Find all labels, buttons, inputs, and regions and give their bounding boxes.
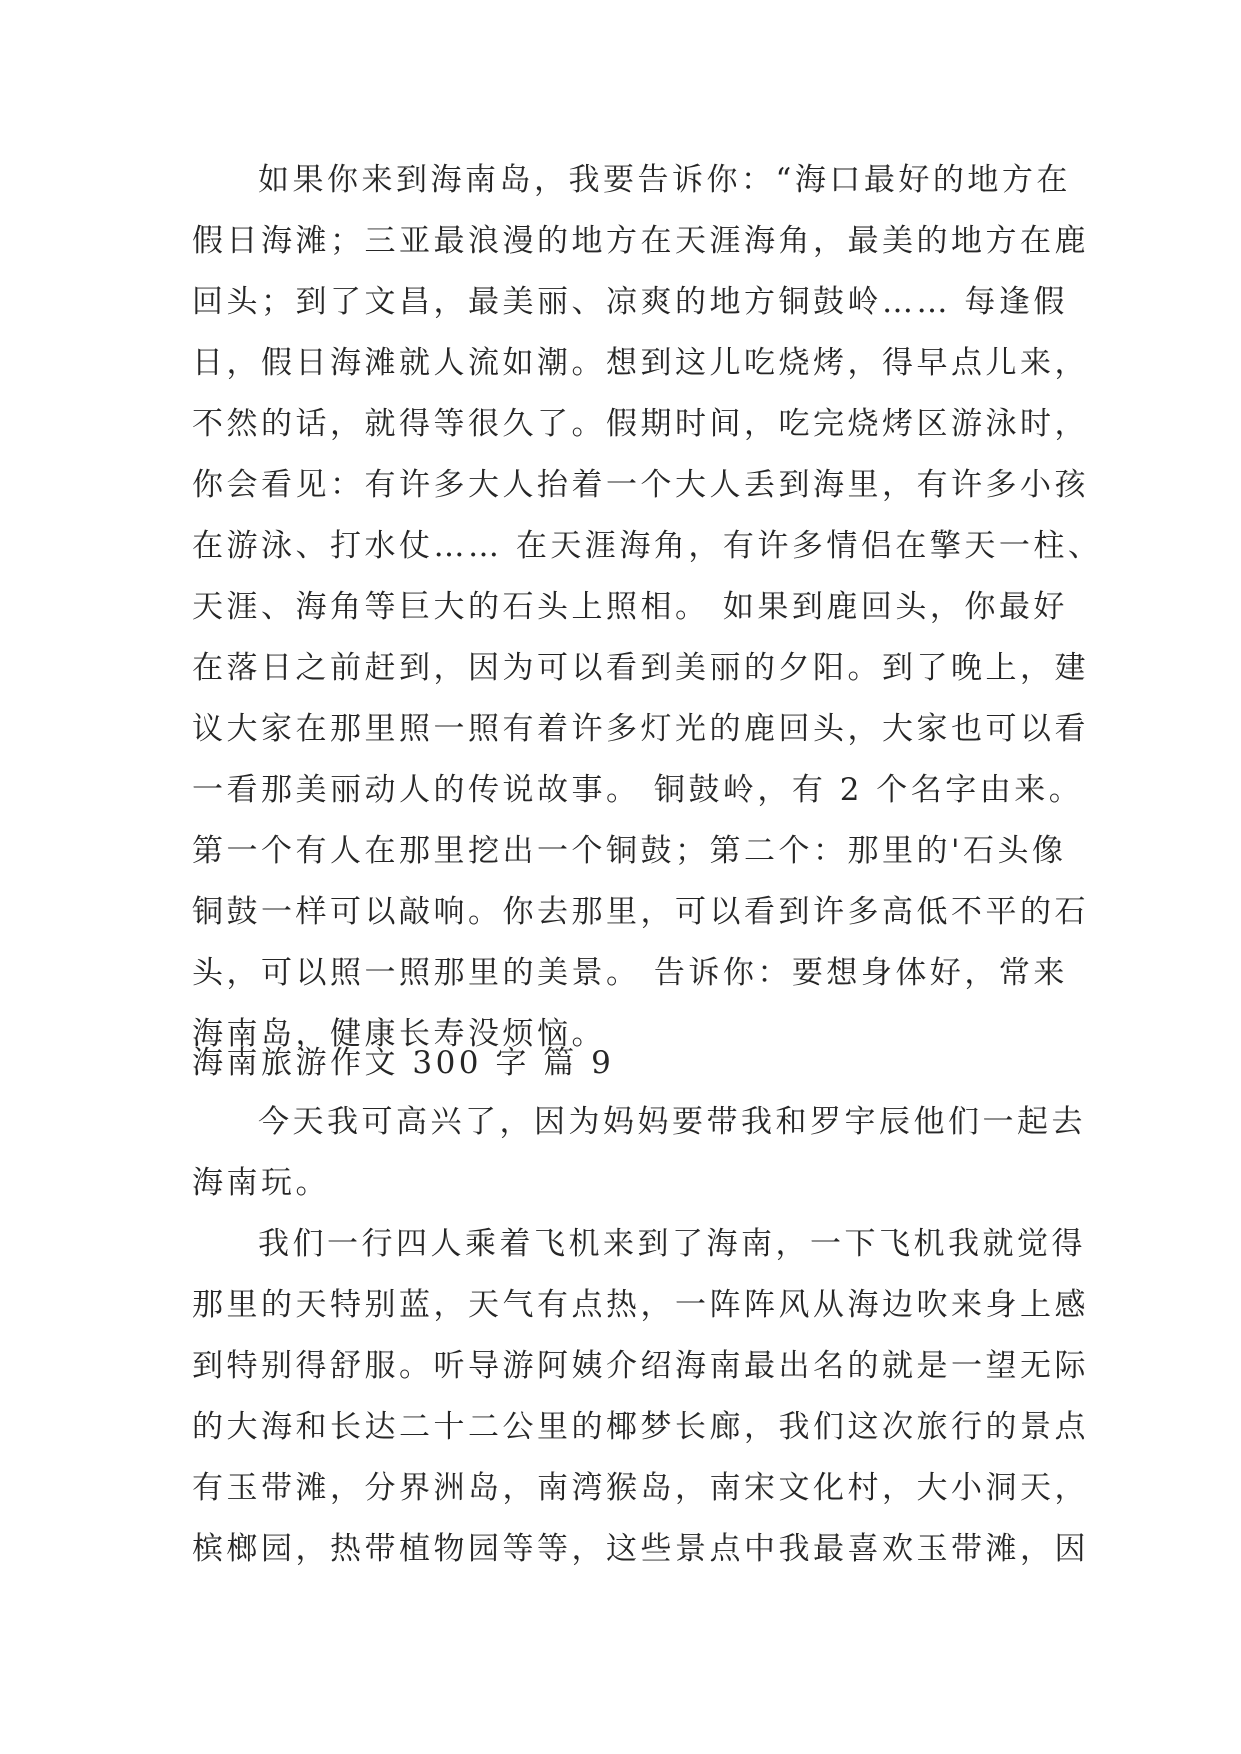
text-line: 那里的天特别蓝，天气有点热，一阵阵风从海边吹来身上感 bbox=[192, 1287, 1089, 1323]
text-line: 你会看见：有许多大人抬着一个大人丢到海里，有许多小孩 bbox=[192, 467, 1089, 503]
text-line: 假日海滩；三亚最浪漫的地方在天涯海角，最美的地方在鹿 bbox=[192, 223, 1089, 259]
text-line: 我们一行四人乘着飞机来到了海南，一下飞机我就觉得 bbox=[258, 1226, 1086, 1262]
text-line: 到特别得舒服。听导游阿姨介绍海南最出名的就是一望无际 bbox=[192, 1348, 1089, 1384]
text-line: 一看那美丽动人的传说故事。 铜鼓岭，有 2 个名字由来。 bbox=[192, 772, 1084, 808]
paragraph-intro bbox=[192, 1096, 1086, 1218]
text-line: 海南玩。 bbox=[192, 1165, 330, 1201]
text-line: 日，假日海滩就人流如潮。想到这儿吃烧烤，得早点儿来， bbox=[192, 345, 1089, 381]
text-line: 槟榔园，热带植物园等等，这些景点中我最喜欢玉带滩，因 bbox=[192, 1531, 1089, 1567]
text-line: 议大家在那里照一照有着许多灯光的鹿回头，大家也可以看 bbox=[192, 711, 1089, 747]
text-line: 铜鼓一样可以敲响。你去那里，可以看到许多高低不平的石 bbox=[192, 894, 1089, 930]
text-line: 第一个有人在那里挖出一个铜鼓；第二个：那里的'石头像 bbox=[192, 833, 1067, 869]
text-line: 的大海和长达二十二公里的椰梦长廊，我们这次旅行的景点 bbox=[192, 1409, 1089, 1445]
text-line: 有玉带滩，分界洲岛，南湾猴岛，南宋文化村，大小洞天， bbox=[192, 1470, 1089, 1506]
text-line: 回头；到了文昌，最美丽、凉爽的地方铜鼓岭…… 每逢假 bbox=[192, 284, 1068, 320]
text-line: 头，可以照一照那里的美景。 告诉你：要想身体好，常来 bbox=[192, 955, 1068, 991]
paragraph-trip bbox=[192, 1218, 1089, 1584]
text-line: 今天我可高兴了，因为妈妈要带我和罗宇辰他们一起去 bbox=[258, 1104, 1086, 1140]
text-line: 天涯、海角等巨大的石头上照相。 如果到鹿回头，你最好 bbox=[192, 589, 1068, 625]
text-line: 不然的话，就得等很久了。假期时间，吃完烧烤区游泳时， bbox=[192, 406, 1089, 442]
text-line: 在游泳、打水仗…… 在天涯海角，有许多情侣在擎天一柱、 bbox=[192, 528, 1103, 564]
text-line: 在落日之前赶到，因为可以看到美丽的夕阳。到了晚上，建 bbox=[192, 650, 1089, 686]
paragraph-hainan-tips bbox=[192, 154, 1103, 1069]
text-line: 海南岛，健康长寿没烦恼。 bbox=[192, 1016, 606, 1052]
text-line: 如果你来到海南岛，我要告诉你：“海口最好的地方在 bbox=[258, 162, 1071, 198]
section-heading: 海南旅游作文 300 字 篇 9 bbox=[192, 1045, 615, 1081]
